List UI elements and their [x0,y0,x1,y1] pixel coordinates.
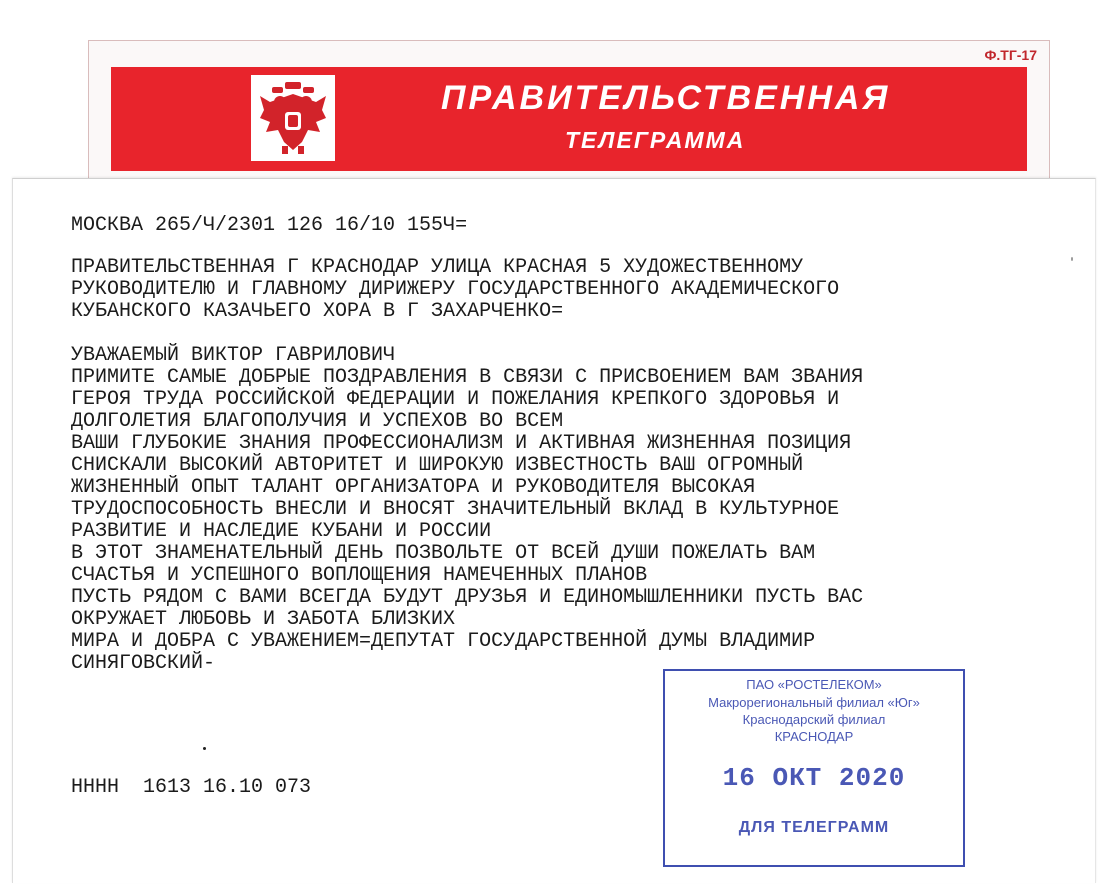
signature-line: СИНЯГОВСКИЙ- [71,652,216,675]
title-banner [111,67,1027,171]
stamp-city: КРАСНОДАР [774,729,854,744]
body-line: ГЕРОЯ ТРУДА РОССИЙСКОЙ ФЕДЕРАЦИИ И ПОЖЕЛАНИЯ КРЕПКОГО ЗДОРОВЬЯ И [71,388,840,411]
title-line-2: ТЕЛЕГРАММА [565,127,746,153]
russian-coat-of-arms-icon [258,80,328,156]
body-line: В ЭТОТ ЗНАМЕНАТЕЛЬНЫЙ ДЕНЬ ПОЗВОЛЬТЕ ОТ ВСЕЙ ДУШИ ПОЖЕЛАТЬ ВАМ [71,542,816,565]
stamp-org: ПАО «РОСТЕЛЕКОМ» [746,677,882,692]
body-line: СНИСКАЛИ ВЫСОКИЙ АВТОРИТЕТ И ШИРОКУЮ ИЗВЕСТНОСТЬ ВАШ ОГРОМНЫЙ [71,454,804,477]
body-line: УВАЖАЕМЫЙ ВИКТОР ГАВРИЛОВИЧ [71,344,396,367]
address-line: РУКОВОДИТЕЛЮ И ГЛАВНОМУ ДИРИЖЕРУ ГОСУДАРСТВЕННОГО АКАДЕМИЧЕСКОГО [71,278,840,301]
telegram-header-line: МОСКВА 265/Ч/2301 126 16/10 155Ч= [71,214,468,237]
body-line: ПРИМИТЕ САМЫЕ ДОБРЫЕ ПОЗДРАВЛЕНИЯ В СВЯЗИ С ПРИСВОЕНИЕМ ВАМ ЗВАНИЯ [71,366,864,389]
telegram-sheet [12,178,1096,883]
emblem-box [251,75,335,161]
telegram-form-header [88,40,1050,192]
paper-mark [1071,257,1073,261]
address-line: ПРАВИТЕЛЬСТВЕННАЯ Г КРАСНОДАР УЛИЦА КРАСНАЯ 5 ХУДОЖЕСТВЕННОМУ [71,256,804,279]
body-line: СЧАСТЬЯ И УСПЕШНОГО ВОПЛОЩЕНИЯ НАМЕЧЕННЫХ ПЛАНОВ [71,564,648,587]
post-office-stamp [663,669,965,867]
ink-speck [203,747,206,750]
body-line: ОКРУЖАЕТ ЛЮБОВЬ И ЗАБОТА БЛИЗКИХ [71,608,456,631]
address-line: КУБАНСКОГО КАЗАЧЬЕГО ХОРА В Г ЗАХАРЧЕНКО= [71,300,564,323]
stamp-date: 16 ОКТ 2020 [722,763,906,793]
body-line: ТРУДОСПОСОБНОСТЬ ВНЕСЛИ И ВНОСЯТ ЗНАЧИТЕЛЬНЫЙ ВКЛАД В КУЛЬТУРНОЕ [71,498,840,521]
body-line: РАЗВИТИЕ И НАСЛЕДИЕ КУБАНИ И РОССИИ [71,520,492,543]
body-line: МИРА И ДОБРА С УВАЖЕНИЕМ=ДЕПУТАТ ГОСУДАРСТВЕННОЙ ДУМЫ ВЛАДИМИР [71,630,816,653]
telegram-footer-line: НННН 1613 16.10 073 [71,776,312,799]
body-line: ЖИЗНЕННЫЙ ОПЫТ ТАЛАНТ ОРГАНИЗАТОРА И РУКОВОДИТЕЛЯ ВЫСОКАЯ [71,476,756,499]
body-line: ПУСТЬ РЯДОМ С ВАМИ ВСЕГДА БУДУТ ДРУЗЬЯ И ЕДИНОМЫШЛЕННИКИ ПУСТЬ ВАС [71,586,864,609]
stamp-branch: Макрорегиональный филиал «Юг» [708,695,920,710]
form-code: Ф.ТГ-17 [984,47,1037,63]
stamp-purpose: ДЛЯ ТЕЛЕГРАММ [738,819,890,836]
stamp-filial: Краснодарский филиал [742,712,886,727]
title-line-1: ПРАВИТЕЛЬСТВЕННАЯ [441,79,891,117]
body-line: ВАШИ ГЛУБОКИЕ ЗНАНИЯ ПРОФЕССИОНАЛИЗМ И АКТИВНАЯ ЖИЗНЕННАЯ ПОЗИЦИЯ [71,432,852,455]
body-line: ДОЛГОЛЕТИЯ БЛАГОПОЛУЧИЯ И УСПЕХОВ ВО ВСЕМ [71,410,564,433]
